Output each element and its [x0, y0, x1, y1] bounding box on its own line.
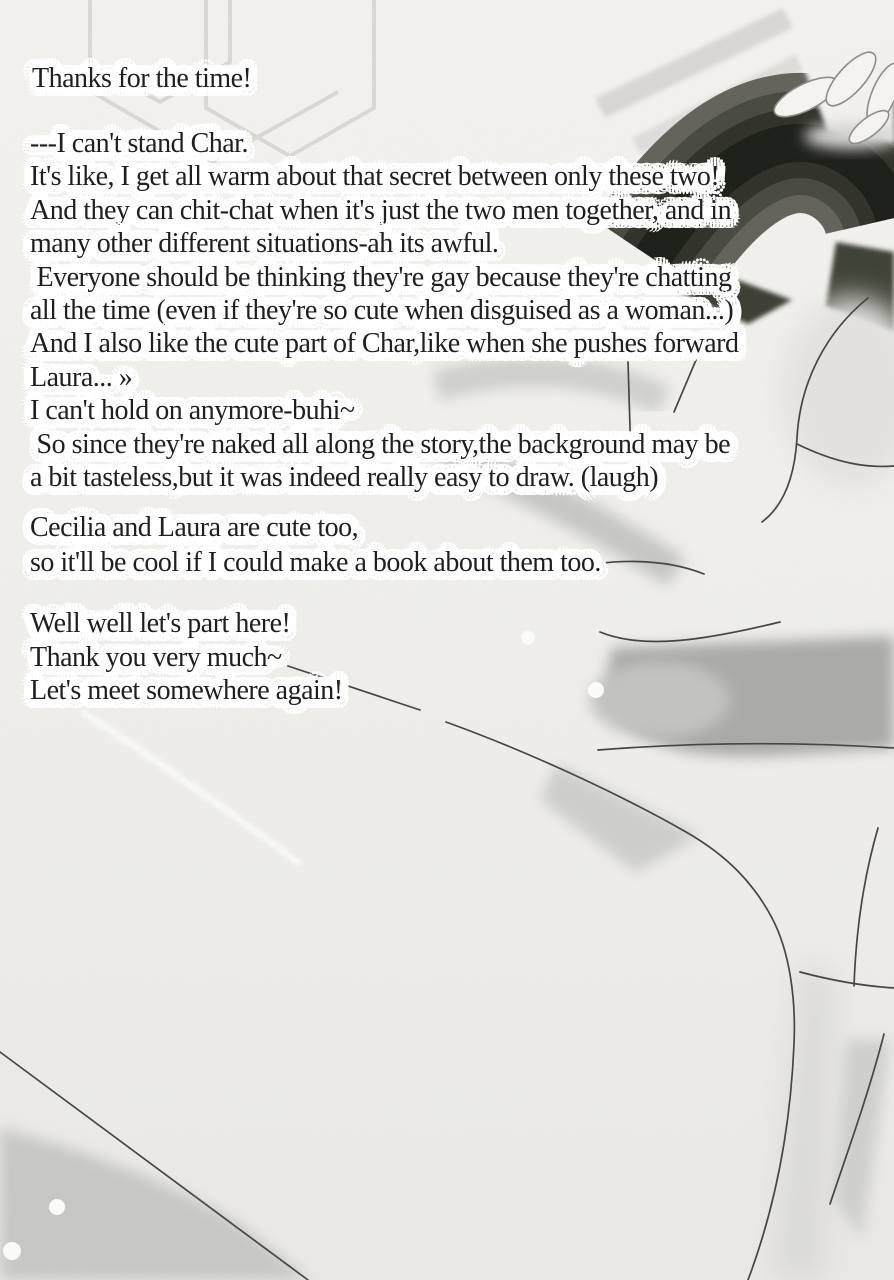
- cecilia-paragraph: [30, 510, 601, 580]
- text-line: I can't hold on anymore-buhi~: [30, 395, 355, 427]
- text-line: Let's meet somewhere again!: [30, 675, 343, 707]
- greeting-paragraph: [32, 62, 251, 96]
- text-line: So since they're naked all along the story,the background may be: [30, 428, 731, 460]
- text-line: Thank you very much~: [30, 641, 282, 673]
- text-line: Thanks for the time!: [32, 63, 252, 94]
- text-line: Well well let's part here!: [30, 608, 291, 639]
- text-line: And they can chit-chat when it's just the two men together, and in: [30, 194, 732, 226]
- text-line: And I also like the cute part of Char,like when she pushes forward: [30, 328, 739, 360]
- text-line: many other different situations-ah its awful.: [30, 228, 499, 260]
- text-line: Cecilia and Laura are cute too,: [30, 512, 359, 543]
- text-line: all the time (even if they're so cute when disguised as a woman...): [30, 295, 734, 327]
- text-line: so it'll be cool if I could make a book about them too.: [30, 547, 601, 578]
- text-line: ---I can't stand Char.: [30, 128, 248, 159]
- main-paragraph: [30, 127, 738, 494]
- text-line: a bit tasteless,but it was indeed really easy to draw. (laugh): [30, 462, 659, 494]
- text-line: Everyone should be thinking they're gay because they're chatting: [30, 261, 732, 293]
- text-line: It's like, I get all warm about that secret between only these two!: [30, 161, 720, 193]
- farewell-paragraph: [30, 607, 343, 708]
- text-line: Laura... »: [30, 361, 133, 393]
